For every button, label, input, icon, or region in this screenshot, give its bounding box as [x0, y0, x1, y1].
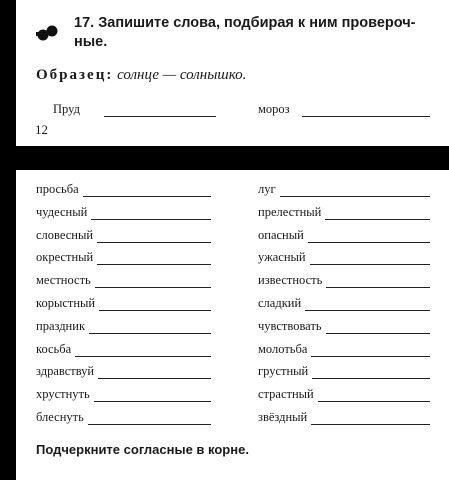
word-item: ужасный — [258, 250, 306, 265]
answer-blank[interactable] — [311, 356, 430, 357]
answer-blank[interactable] — [310, 264, 430, 265]
word-item: окрестный — [36, 250, 94, 265]
word-item: грустный — [258, 364, 309, 379]
word-item: луг — [258, 182, 276, 196]
word-item: чудесный — [36, 204, 88, 219]
answer-blank[interactable] — [94, 401, 211, 402]
word-item: праздник — [36, 318, 86, 333]
sample-text: солнце — солнышко. — [117, 67, 247, 83]
answer-blank[interactable] — [326, 287, 430, 288]
answer-blank[interactable] — [89, 333, 211, 334]
answer-blank[interactable] — [311, 424, 430, 425]
task-title — [74, 14, 446, 52]
word-item: корыстный — [36, 296, 96, 310]
instruction: Подчеркните согласные в корне. — [36, 442, 249, 457]
workbook-page-top — [16, 0, 449, 146]
word-item: здравствуй — [36, 364, 95, 379]
word-item: косьба — [36, 341, 72, 356]
answer-blank[interactable] — [325, 219, 430, 220]
answer-blank[interactable] — [83, 196, 211, 197]
answer-blank[interactable] — [97, 264, 211, 265]
top-word: мороз — [258, 102, 290, 116]
word-item: прелестный — [258, 204, 322, 219]
answer-blank[interactable] — [305, 310, 430, 311]
top-word: Пруд — [53, 102, 80, 116]
word-item: чувствовать — [258, 318, 322, 333]
answer-blank[interactable] — [88, 424, 211, 425]
answer-blank[interactable] — [312, 378, 430, 379]
page-number: 12 — [35, 122, 48, 137]
task-marker-icon — [36, 24, 60, 42]
answer-blank[interactable] — [104, 116, 216, 117]
answer-blank[interactable] — [95, 287, 211, 288]
sample-label: Образец: — [36, 67, 114, 83]
answer-blank[interactable] — [280, 196, 430, 197]
answer-blank[interactable] — [308, 242, 430, 243]
answer-blank[interactable] — [75, 356, 211, 357]
answer-blank[interactable] — [318, 401, 430, 402]
word-item: сладкий — [258, 296, 302, 310]
task-title-text: Запишите слова, подбирая к ним провероч-ные. — [74, 15, 416, 50]
word-item: просьба — [36, 182, 79, 196]
word-item: местность — [36, 273, 91, 288]
task-number: 17. — [74, 15, 95, 31]
answer-blank[interactable] — [91, 219, 211, 220]
word-item: молотьба — [258, 341, 308, 356]
word-item: звёздный — [258, 410, 308, 424]
word-item: словесный — [36, 227, 94, 242]
answer-blank[interactable] — [99, 310, 211, 311]
word-item: блеснуть — [36, 410, 84, 424]
answer-blank[interactable] — [98, 378, 211, 379]
word-item: страстный — [258, 387, 314, 402]
answer-blank[interactable] — [326, 333, 430, 334]
answer-blank[interactable] — [97, 242, 211, 243]
workbook-page-bottom — [16, 170, 449, 480]
sample-line — [36, 67, 246, 84]
word-item: известность — [258, 273, 323, 288]
word-item: хрустнуть — [36, 387, 90, 402]
word-item: опасный — [258, 227, 304, 242]
answer-blank[interactable] — [302, 116, 430, 117]
